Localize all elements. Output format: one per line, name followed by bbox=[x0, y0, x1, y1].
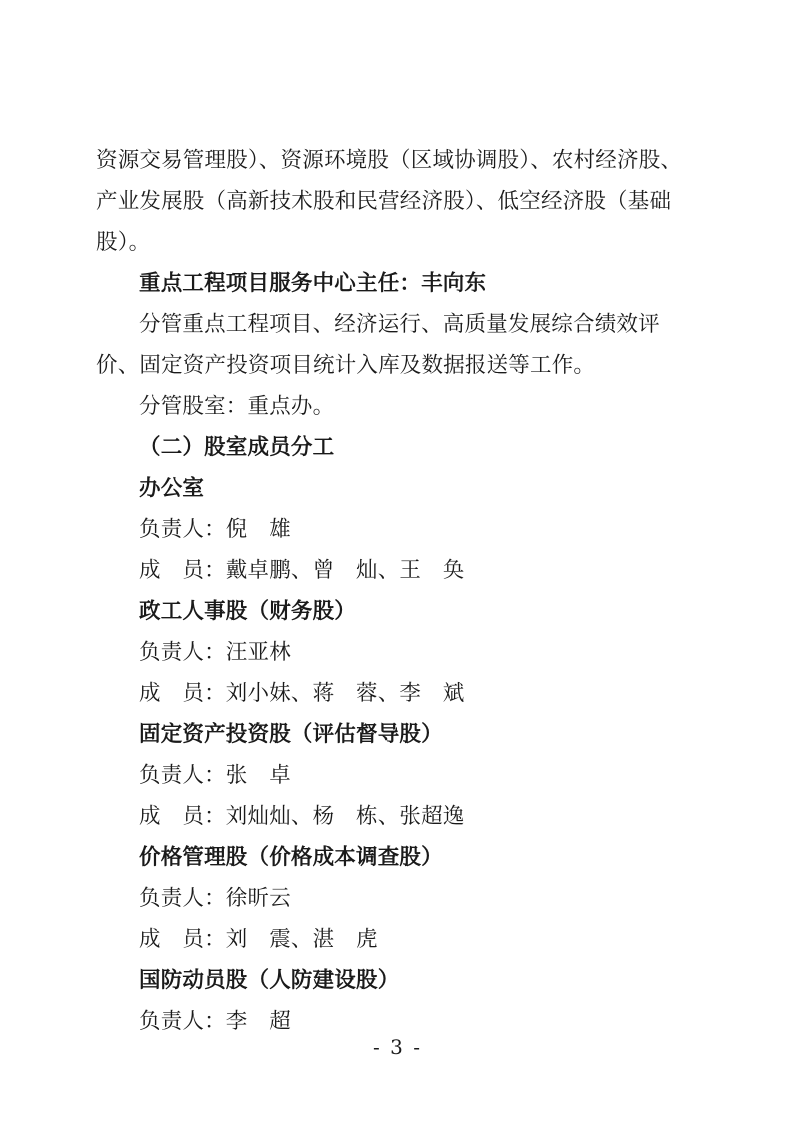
paragraph: 成 员：戴卓鹏、曾 灿、王 奂 bbox=[139, 558, 465, 583]
paragraph: 负责人：汪亚林 bbox=[139, 640, 291, 665]
paragraph: 成 员：刘小妹、蒋 蓉、李 斌 bbox=[139, 681, 465, 706]
paragraph: 分管股室：重点办。 bbox=[139, 394, 335, 419]
paragraph: 国防动员股（人防建设股） bbox=[139, 968, 400, 993]
paragraph: 资源交易管理股）、资源环境股（区域协调股）、农村经济股、产业发展股（高新技术股和民营经济股）、低空经济股（基础股）。 bbox=[96, 148, 683, 255]
paragraph: 成 员：刘灿灿、杨 栋、张超逸 bbox=[139, 804, 465, 829]
paragraph: 负责人：倪 雄 bbox=[139, 517, 291, 542]
paragraph: 负责人：徐昕云 bbox=[139, 886, 291, 911]
paragraph: 成 员：刘 震、湛 虎 bbox=[139, 927, 378, 952]
paragraph: 负责人：李 超 bbox=[139, 1009, 291, 1034]
paragraph: 固定资产投资股（评估督导股） bbox=[139, 722, 443, 747]
paragraph: 价格管理股（价格成本调查股） bbox=[139, 845, 443, 870]
paragraph: 重点工程项目服务中心主任：丰向东 bbox=[139, 271, 487, 296]
page-number: - 3 - bbox=[373, 1035, 422, 1059]
paragraph: 政工人事股（财务股） bbox=[139, 599, 357, 624]
paragraph: 分管重点工程项目、经济运行、高质量发展综合绩效评价、固定资产投资项目统计入库及数据报送等工作。 bbox=[96, 312, 660, 378]
paragraph: （二）股室成员分工 bbox=[139, 435, 335, 460]
document-body bbox=[96, 140, 699, 1042]
paragraph: 负责人：张 卓 bbox=[139, 763, 291, 788]
paragraph: 办公室 bbox=[139, 476, 205, 501]
